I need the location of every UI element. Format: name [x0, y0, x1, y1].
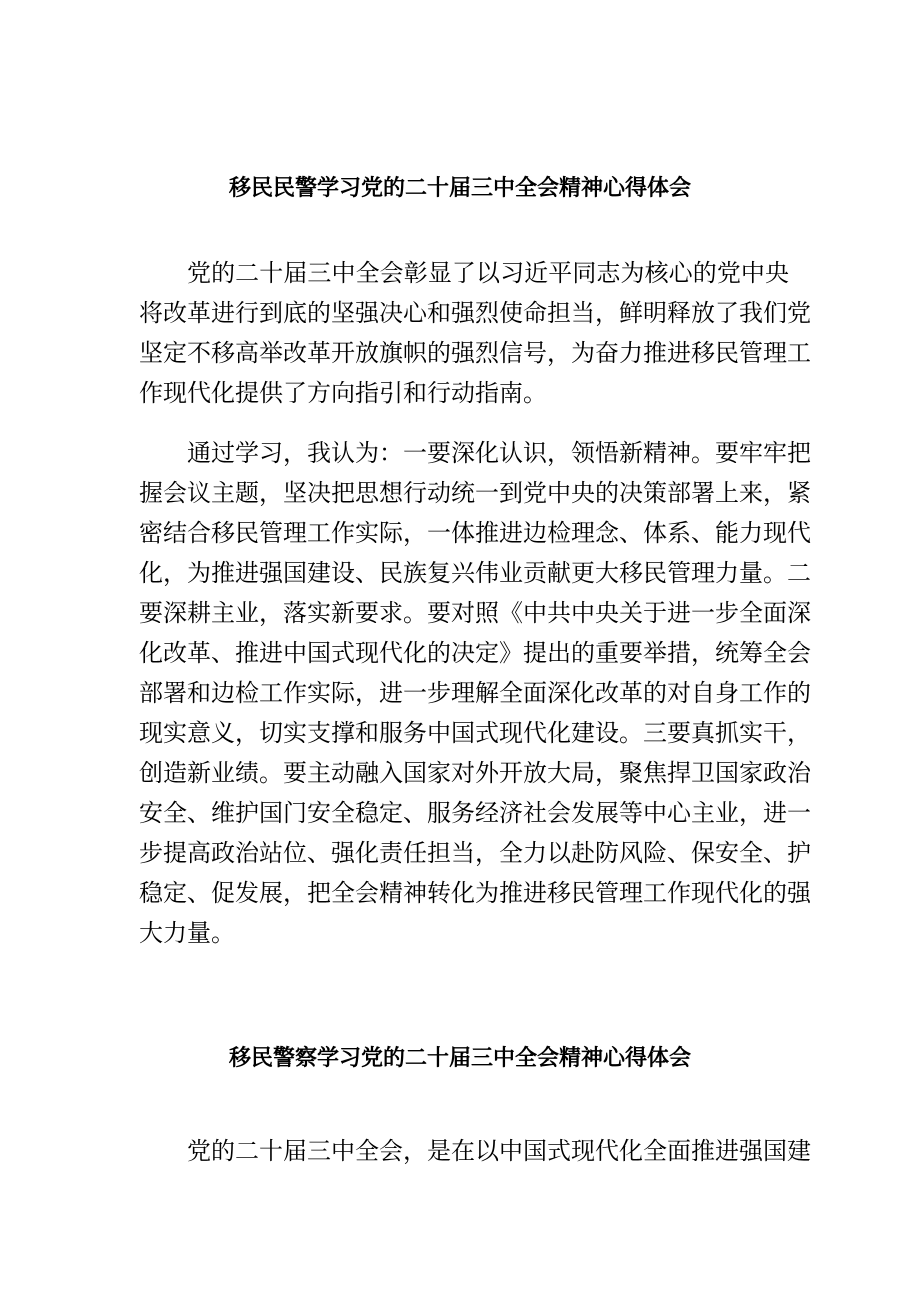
- paragraph-line: 化，为推进强国建设、民族复兴伟业贡献更大移民管理力量。二: [139, 559, 811, 587]
- section-2-title: 移民警察学习党的二十届三中全会精神心得体会: [228, 1045, 691, 1071]
- paragraph-line: 创造新业绩。要主动融入国家对外开放大局，聚焦捍卫国家政治: [139, 759, 811, 787]
- paragraph-line: 党的二十届三中全会彰显了以习近平同志为核心的党中央: [187, 259, 789, 287]
- paragraph-line: 要深耕主业，落实新要求。要对照《中共中央关于进一步全面深: [139, 599, 811, 627]
- paragraph-line: 通过学习，我认为：一要深化认识，领悟新精神。要牢牢把: [187, 439, 811, 467]
- section-1-paragraph-1: [139, 253, 811, 413]
- paragraph-line: 安全、维护国门安全稳定、服务经济社会发展等中心主业，进一: [139, 799, 811, 827]
- paragraph-line: 现实意义，切实支撑和服务中国式现代化建设。三要真抓实干，: [139, 719, 811, 747]
- paragraph-line: 密结合移民管理工作实际，一体推进边检理念、体系、能力现代: [139, 519, 811, 547]
- paragraph-line: 将改革进行到底的坚强决心和强烈使命担当，鲜明释放了我们党: [139, 299, 811, 327]
- paragraph-line: 步提高政治站位、强化责任担当，全力以赴防风险、保安全、护: [139, 839, 811, 867]
- section-2-paragraph-1: [139, 1131, 811, 1171]
- paragraph-line: 握会议主题，坚决把思想行动统一到党中央的决策部署上来，紧: [139, 479, 811, 507]
- paragraph-line: 坚定不移高举改革开放旗帜的强烈信号，为奋力推进移民管理工: [139, 339, 811, 367]
- paragraph-line: 化改革、推进中国式现代化的决定》提出的重要举措，统筹全会: [139, 639, 811, 667]
- section-1-title: 移民民警学习党的二十届三中全会精神心得体会: [228, 175, 691, 201]
- paragraph-line: 作现代化提供了方向指引和行动指南。: [139, 379, 547, 407]
- paragraph-line: 大力量。: [139, 919, 235, 947]
- paragraph-line: 部署和边检工作实际，进一步理解全面深化改革的对自身工作的: [139, 679, 811, 707]
- section-1-paragraph-2: [139, 433, 811, 953]
- paragraph-line: 党的二十届三中全会，是在以中国式现代化全面推进强国建: [187, 1137, 811, 1165]
- paragraph-line: 稳定、促发展，把全会精神转化为推进移民管理工作现代化的强: [139, 879, 811, 907]
